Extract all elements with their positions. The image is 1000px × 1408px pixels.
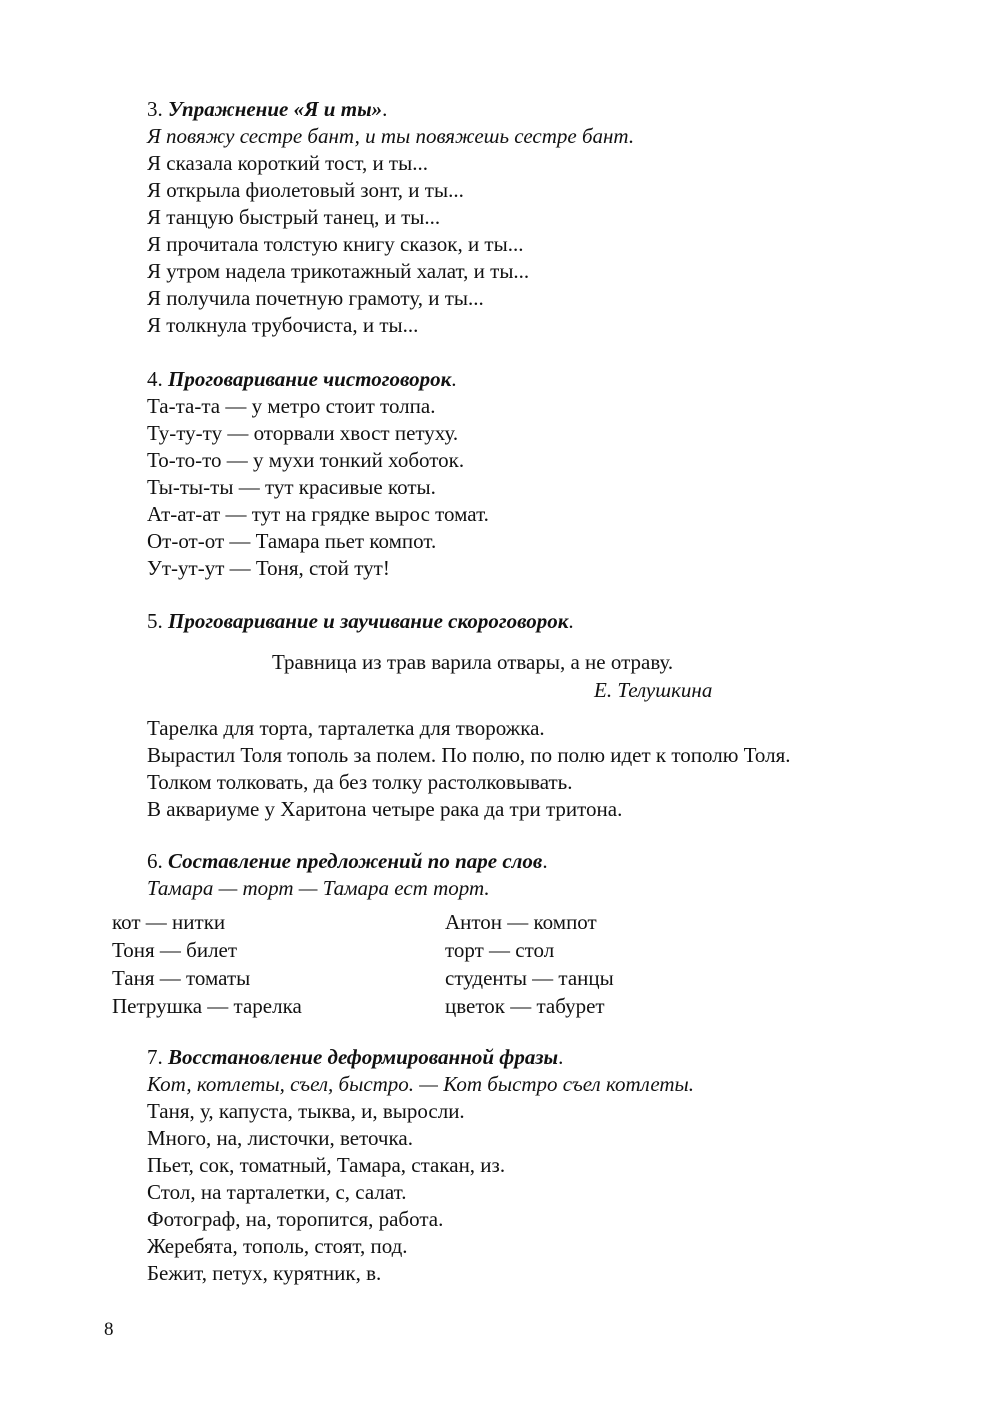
tongue-twisters [147,715,907,823]
section-number: 5. [147,609,163,633]
section-3 [147,96,907,339]
list-item: Пьет, сок, томатный, Тамара, стакан, из. [147,1153,506,1177]
pair-left: Таня — томаты [112,966,251,990]
pair-left: Тоня — билет [112,938,238,962]
section-title: Проговаривание чистоговорок [168,367,452,391]
pair-right: Антон — компот [445,910,597,934]
section-number: 7. [147,1045,163,1069]
section-title: Составление предложений по паре слов [168,849,543,873]
list-item: От-от-от — Тамара пьет компот. [147,529,437,553]
list-item: Я толкнула трубочиста, и ты... [147,313,419,337]
section-heading: 4. Проговаривание чистоговорок. [147,367,457,391]
section-number: 6. [147,849,163,873]
list-item: Таня, у, капуста, тыква, и, выросли. [147,1099,465,1123]
epigraph-text: Травница из трав варила отвары, а не отраву. [272,650,674,674]
section-title: Восстановление деформированной фразы [168,1045,559,1069]
list-item: В аквариуме у Харитона четыре рака да три тритона. [147,797,623,821]
section-heading: 6. Составление предложений по паре слов. [147,849,548,873]
section-title: Проговаривание и заучивание скороговорок [168,609,569,633]
list-item: Я получила почетную грамоту, и ты... [147,286,484,310]
section-6 [147,848,907,902]
list-item: То-то-то — у мухи тонкий хоботок. [147,448,465,472]
list-item: Вырастил Толя тополь за полем. По полю, по полю идет к тополю Толя. [147,743,791,767]
list-item: Жеребята, тополь, стоят, под. [147,1234,408,1258]
example-line: Я повяжу сестре бант, и ты повяжешь сестре бант. [147,124,635,148]
section-title: Упражнение «Я и ты» [168,97,383,121]
pair-left: кот — нитки [112,910,226,934]
list-item: Бежит, петух, курятник, в. [147,1261,382,1285]
section-number: 3. [147,97,163,121]
list-item: Фотограф, на, торопится, работа. [147,1207,444,1231]
list-item: Я танцую быстрый танец, и ты... [147,205,441,229]
pair-right: торт — стол [445,938,555,962]
list-item: Я утром надела трикотажный халат, и ты... [147,259,530,283]
list-item: Толком толковать, да без толку растолковывать. [147,770,573,794]
pair-row [112,908,712,936]
section-heading: 7. Восстановление деформированной фразы. [147,1045,564,1069]
list-item: Много, на, листочки, веточка. [147,1126,413,1150]
section-number: 4. [147,367,163,391]
pair-right: цветок — табурет [445,994,605,1018]
list-item: Я открыла фиолетовый зонт, и ты... [147,178,464,202]
page-number: 8 [104,1319,114,1340]
example-line: Кот, котлеты, съел, быстро. — Кот быстро съел котлеты. [147,1072,695,1096]
list-item: Ат-ат-ат — тут на грядке вырос томат. [147,502,489,526]
list-item: Ут-ут-ут — Тоня, стой тут! [147,556,390,580]
pair-right: студенты — танцы [445,966,614,990]
list-item: Стол, на тарталетки, с, салат. [147,1180,407,1204]
list-item: Я прочитала толстую книгу сказок, и ты... [147,232,524,256]
epigraph-author: Е. Телушкина [594,678,713,702]
section-7 [147,1044,907,1287]
section-heading: 3. Упражнение «Я и ты». [147,97,388,121]
list-item: Ту-ту-ту — оторвали хвост петуху. [147,421,459,445]
section-5 [147,608,907,635]
pair-row [112,936,712,964]
pair-left: Петрушка — тарелка [112,994,302,1018]
example-line: Тамара — торт — Тамара ест торт. [147,876,490,900]
list-item: Я сказала короткий тост, и ты... [147,151,428,175]
word-pairs [112,908,712,1020]
list-item: Та-та-та — у метро стоит толпа. [147,394,436,418]
section-heading: 5. Проговаривание и заучивание скороговорок. [147,609,574,633]
list-item: Тарелка для торта, тарталетка для творожка. [147,716,545,740]
list-item: Ты-ты-ты — тут красивые коты. [147,475,436,499]
section-4 [147,366,907,582]
pair-row [112,992,712,1020]
pair-row [112,964,712,992]
